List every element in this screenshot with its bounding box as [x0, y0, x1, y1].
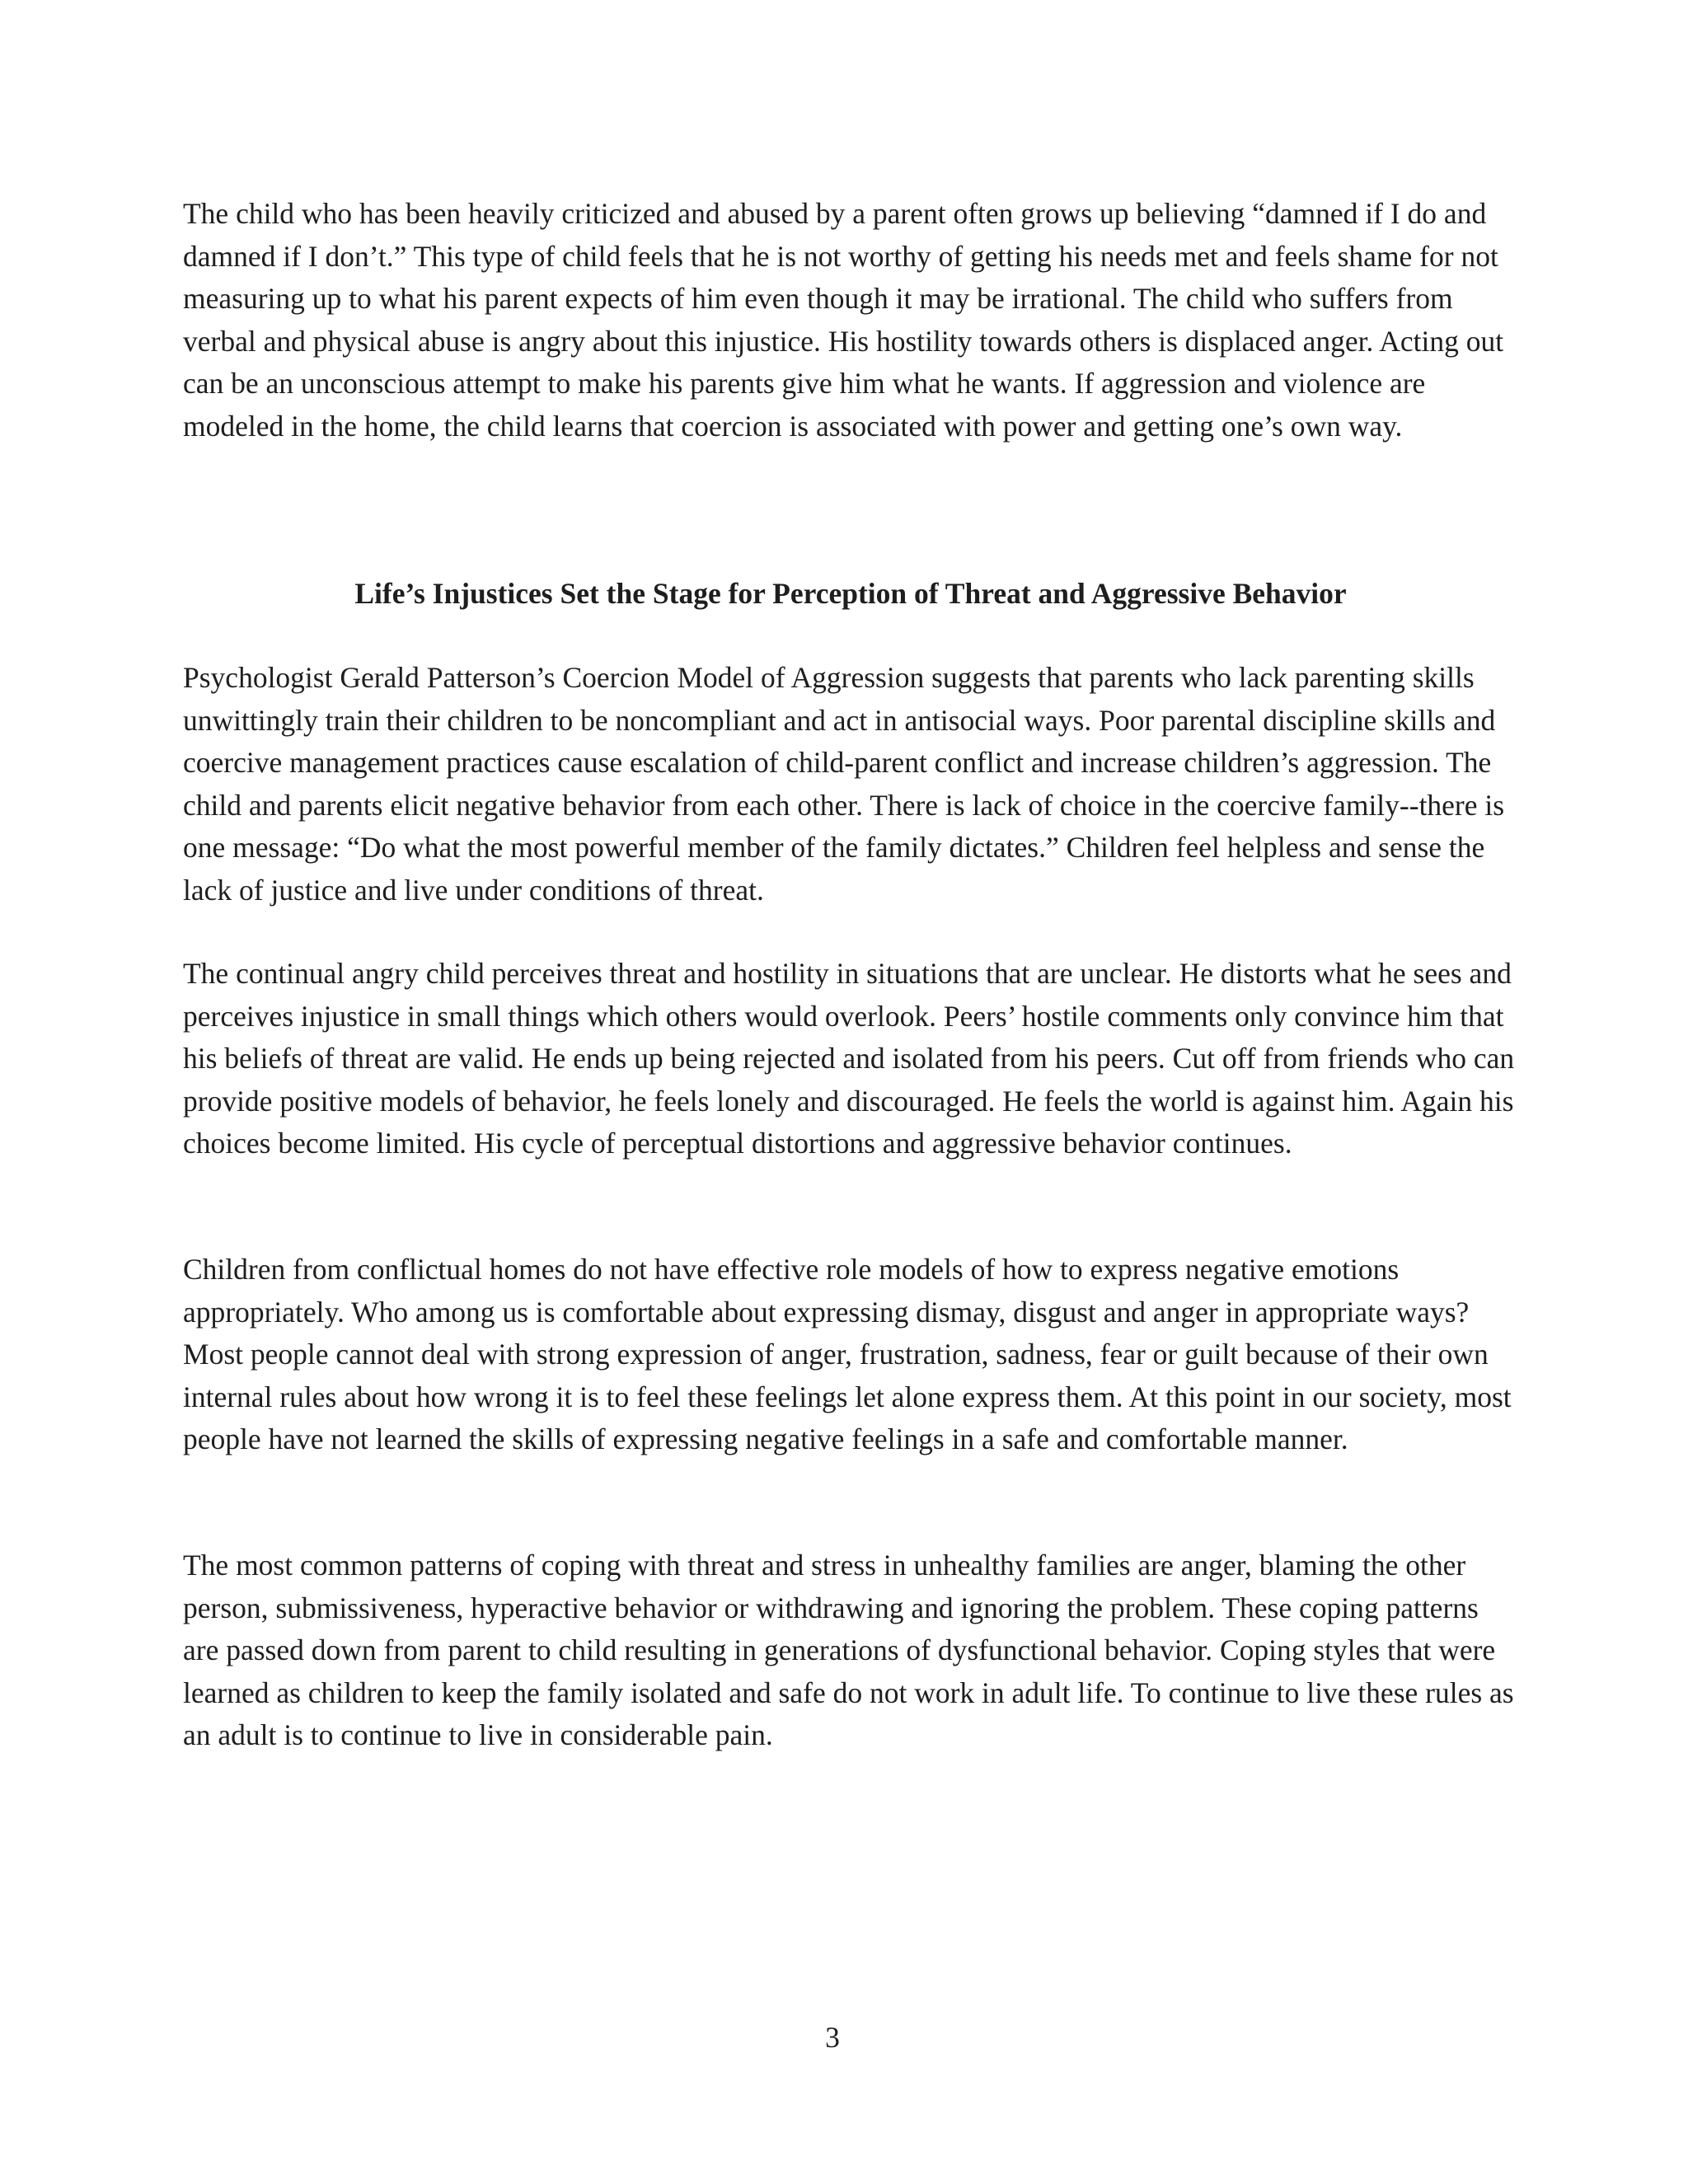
section-heading: Life’s Injustices Set the Stage for Perception of Threat and Aggressive Behavior [354, 577, 1347, 610]
paragraph-angry-child: The continual angry child perceives threat and hostility in situations that are unclear. He distorts what he sees and perceives injustice in small things which others would overlook. Peers’ hostile comments only convince him that his beliefs of threat are valid. He ends up being rejected and isolated from his peers. Cut off from friends who can provide positive models of behavior, he feels lonely and discouraged. He feels the world is against him. Again his choices become limited. His cycle of perceptual distortions and aggressive behavior continues. [183, 957, 1515, 1160]
paragraph-role-models: Children from conflictual homes do not have effective role models of how to express negative emotions appropriately. Who among us is comfortable about expressing dismay, disgust and anger in appropriate ways? Most people cannot deal with strong expression of anger, frustration, sadness, fear or guilt because of their own internal rules about how wrong it is to feel these feelings let alone express them. At this point in our society, most people have not learned the skills of expressing negative feelings in a safe and comfortable manner. [183, 1253, 1512, 1455]
paragraph-coercion-model: Psychologist Gerald Patterson’s Coercion Model of Aggression suggests that parents who lack parenting skills unwittingly train their children to be noncompliant and act in antisocial ways. Poor parental discipline skills and coercive management practices cause escalation of child-parent conflict and increase children’s aggression. The child and parents elicit negative behavior from each other. There is lack of choice in the coercive family--there is one message: “Do what the most powerful member of the family dictates.” Children feel helpless and sense the lack of justice and live under conditions of threat. [183, 661, 1505, 907]
page-number: 3 [825, 2021, 840, 2054]
paragraph-coping-patterns: The most common patterns of coping with threat and stress in unhealthy families are anger, blaming the other person, submissiveness, hyperactive behavior or withdrawing and ignoring the problem. These coping patterns are passed down from parent to child resulting in generations of dysfunctional behavior. Coping styles that were learned as children to keep the family isolated and safe do not work in adult life. To continue to live these rules as an adult is to continue to live in considerable pain. [183, 1549, 1514, 1751]
paragraph-abused-child: The child who has been heavily criticized and abused by a parent often grows up believing “damned if I do and damned if I don’t.” This type of child feels that he is not worthy of getting his needs met and feels shame for not measuring up to what his parent expects of him even though it may be irrational. The child who suffers from verbal and physical abuse is angry about this injustice. His hostility towards others is displaced anger. Acting out can be an unconscious attempt to make his parents give him what he wants. If aggression and violence are modeled in the home, the child learns that coercion is associated with power and getting one’s own way. [183, 197, 1504, 443]
